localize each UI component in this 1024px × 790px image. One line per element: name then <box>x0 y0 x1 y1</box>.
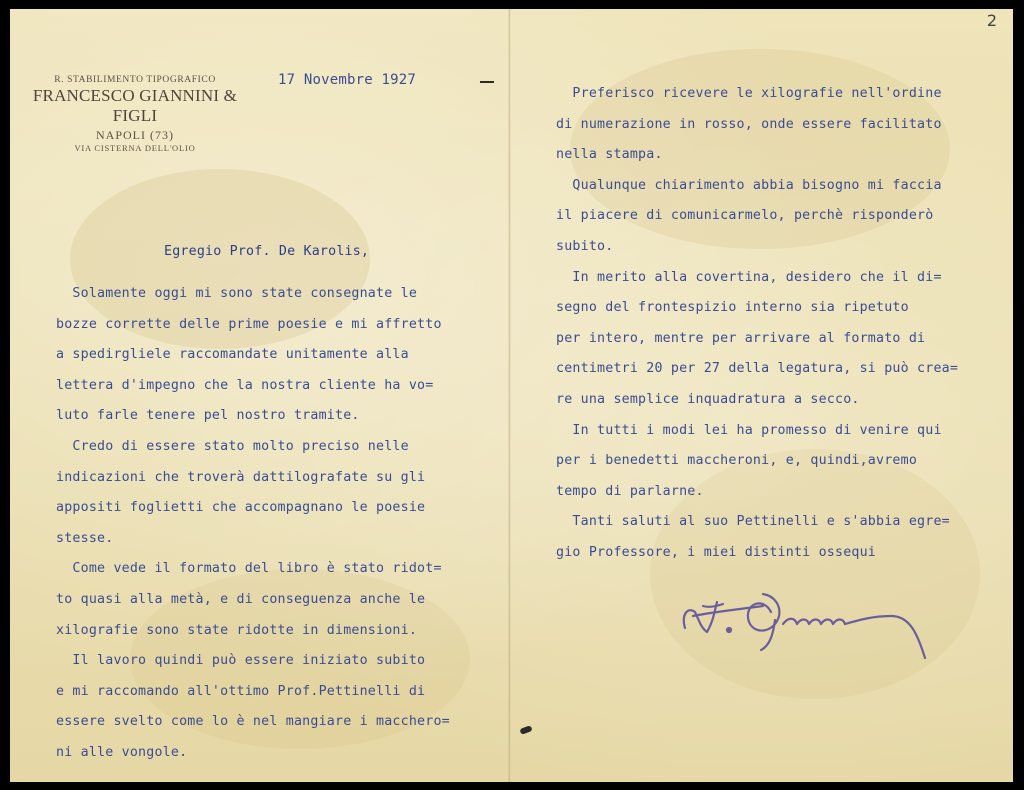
text-line: In merito alla covertina, desidero che il di= <box>556 269 942 285</box>
text-line: subito. <box>556 239 614 254</box>
text-line: Qualunque chiarimento abbia bisogno mi faccia <box>556 177 942 193</box>
text-line: xilografie sono state ridotte in dimensioni. <box>56 622 418 638</box>
page-number: 2 <box>986 11 997 30</box>
text-line: centimetri 20 per 27 della legatura, si può crea= <box>556 361 959 377</box>
text-line: tempo di parlarne. <box>556 483 704 499</box>
paper-mark <box>519 725 532 735</box>
text-line: Tanti saluti al suo Pettinelli e s'abbia egre= <box>556 514 950 530</box>
text-line: segno del frontespizio interno sia ripetuto <box>556 300 909 316</box>
text-line: Come vede il formato del libro è stato ridot= <box>56 561 442 577</box>
letterhead-address: VIA CISTERNA DELL'OLIO <box>74 143 196 153</box>
text-line: gio Professore, i miei distinti ossequi <box>556 545 877 560</box>
letter-date: 17 Novembre 1927 <box>278 72 417 88</box>
text-line: to quasi alla metà, e di conseguenza anche le <box>56 592 426 607</box>
text-line: Preferisco ricevere le xilografie nell'ordine <box>556 86 942 101</box>
text-line: Credo di essere stato molto preciso nelle <box>56 439 409 454</box>
text-line: appositi foglietti che accompagnano le poesie <box>56 500 426 516</box>
letter-sheet <box>10 9 1013 782</box>
letterhead-city: NAPOLI (73) <box>96 128 174 142</box>
letterhead-company: FRANCESCO GIANNINI & FIGLI <box>32 86 238 125</box>
text-line: lettera d'impegno che la nostra cliente ha vo= <box>56 377 434 393</box>
text-line: a spedirgliele raccomandate unitamente alla <box>56 347 409 363</box>
text-line: Il lavoro quindi può essere iniziato subito <box>56 653 426 669</box>
text-line: bozze corrette delle prime poesie e mi affretto <box>56 316 442 332</box>
salutation: Egregio Prof. De Karolis, <box>164 244 370 259</box>
paper-mark <box>480 81 494 83</box>
text-line: di numerazione in rosso, onde essere facilitato <box>556 116 942 132</box>
text-line: luto farle tenere pel nostro tramite. <box>56 408 360 424</box>
letterhead <box>30 75 240 153</box>
text-line: indicazioni che troverà dattilografate su gli <box>56 469 426 485</box>
text-line: essere svelto come lo è nel mangiare i macchero= <box>56 714 450 730</box>
text-line: re una semplice inquadratura a secco. <box>556 392 860 407</box>
text-line: nella stampa. <box>556 147 663 163</box>
text-line: ni alle vongole. <box>56 745 188 760</box>
text-line: In tutti i modi lei ha promesso di venire qui <box>556 422 942 438</box>
text-line: il piacere di comunicarmelo, perchè risponderò <box>556 208 934 224</box>
handwritten-signature <box>673 576 933 671</box>
text-line: per i benedetti maccheroni, e, quindi,avremo <box>556 453 918 469</box>
letterhead-line1: R. STABILIMENTO TIPOGRAFICO <box>54 75 216 85</box>
text-line: Solamente oggi mi sono state consegnate le <box>56 286 418 301</box>
text-line: per intero, mentre per arrivare al formato di <box>556 330 926 346</box>
page-fold <box>508 9 511 782</box>
text-line: e mi raccomando all'ottimo Prof.Pettinelli di <box>56 683 426 699</box>
text-line: stesse. <box>56 530 114 546</box>
